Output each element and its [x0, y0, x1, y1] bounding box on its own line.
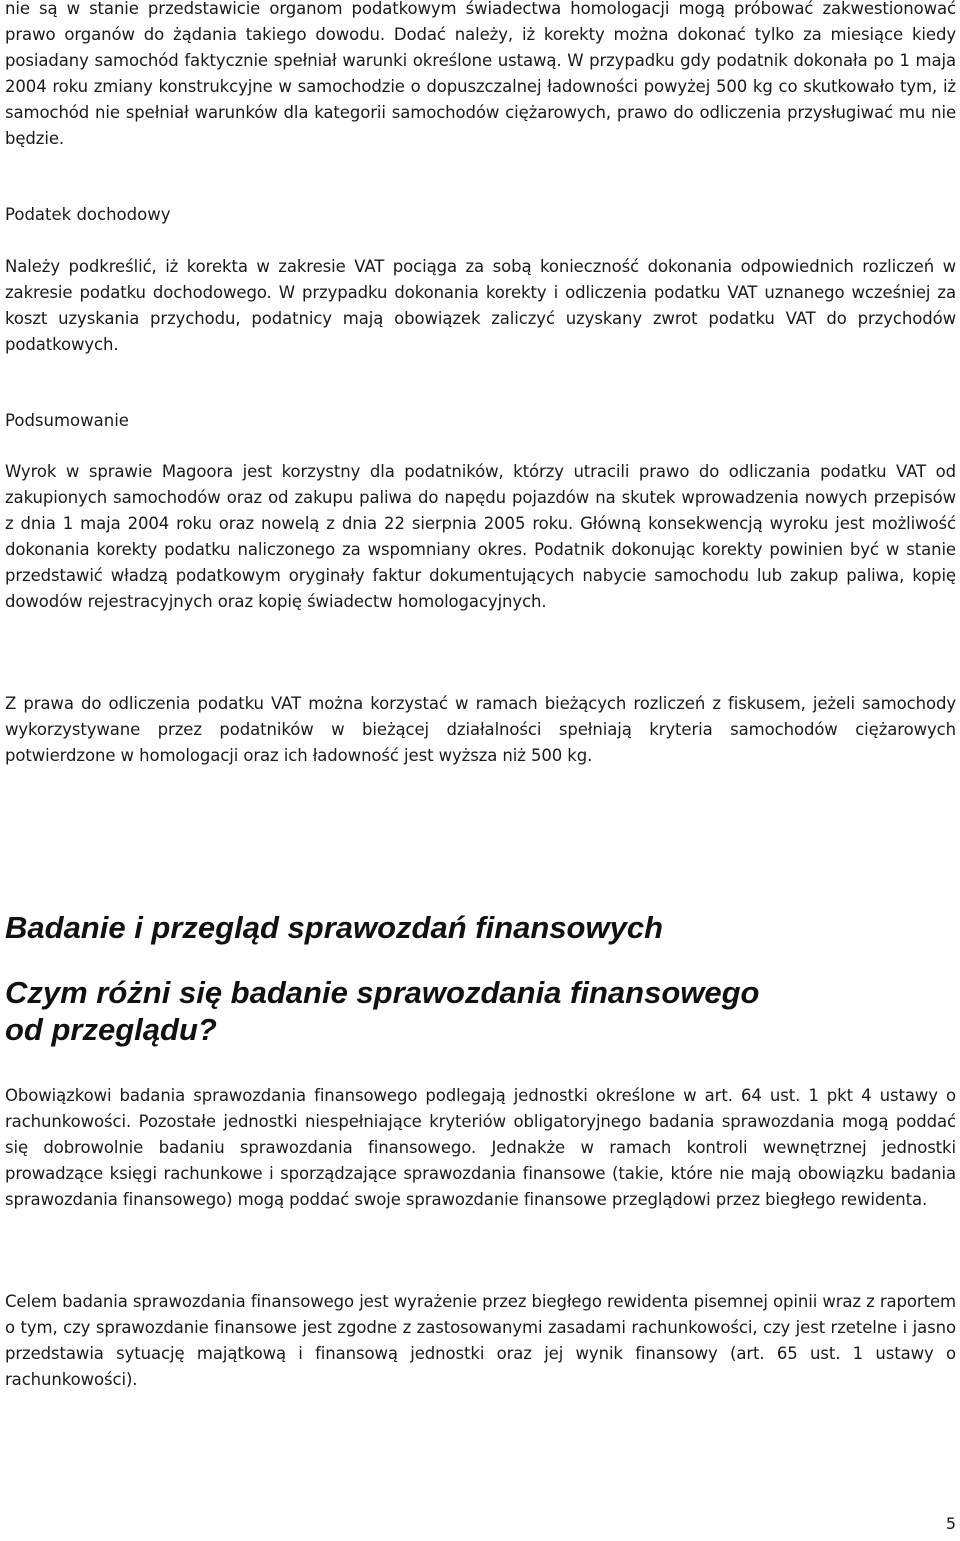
page-number: 5: [945, 1514, 956, 1533]
paragraph-mandatory-audit: Obowiązkowi badania sprawozdania finansowego podlegają jednostki określone w art. 64 ust. 1 pkt 4 ustawy o rachunkowości. Pozostałe jednostki niespełniające kryteriów obligatoryjnego badania sprawozdania mogą poddać się dobrowolnie badaniu sprawozdania finansowego. Jednakże w ramach kontroli wewnętrznej jednostki prowadzące księgi rachunkowe i sporządzające sprawozdania finansowe (takie, które nie mają obowiązku badania sprawozdania finansowego) mogą poddać swoje sprawozdanie finansowe przeglądowi przez biegłego rewidenta.: [5, 1086, 956, 1209]
heading-sub-line-2: od przeglądu?: [5, 1012, 217, 1047]
paragraph-income-tax: Należy podkreślić, iż korekta w zakresie VAT pociąga za sobą konieczność dokonania odpowiednich rozliczeń w zakresie podatku dochodowego. W przypadku dokonania korekty i odliczenia podatku VAT uznanego wcześniej za koszt uzyskania przychodu, podatnicy mają obowiązek zaliczyć uzyskany zwrot podatku VAT do przychodów podatkowych.: [5, 257, 956, 354]
section-title-income-tax: Podatek dochodowy: [5, 205, 171, 224]
paragraph-summary-1: Wyrok w sprawie Magoora jest korzystny dla podatników, którzy utracili prawo do odliczania podatku VAT od zakupionych samochodów oraz od zakupu paliwa do napędu pojazdów na skutek wprowadzenia nowych przepisów z dnia 1 maja 2004 roku oraz nowelą z dnia 22 sierpnia 2005 roku. Główną konsekwencją wyroku jest możliwość dokonania korekty podatku naliczonego za wspomniany okres. Podatnik dokonując korekty powinien być w stanie przedstawić władzą podatkowym oryginały faktur dokumentujących nabycie samochodu lub zakup paliwa, kopię dowodów rejestracyjnych oraz kopię świadectw homologacyjnych.: [5, 462, 956, 611]
heading-sub-line-1: Czym różni się badanie sprawozdania finansowego: [5, 975, 760, 1010]
section-title-summary: Podsumowanie: [5, 411, 129, 430]
heading-sub: [5, 974, 956, 1048]
paragraph-intro: nie są w stanie przedstawicie organom podatkowym świadectwa homologacji mogą próbować zakwestionować prawo organów do żądania takiego dowodu. Dodać należy, iż korekty można dokonać tylko za miesiące kiedy posiadany samochód faktycznie spełniał warunki określone ustawą. W przypadku gdy podatnik dokonała po 1 maja 2004 roku zmiany konstrukcyjne w samochodzie o dopuszczalnej ładowności powyżej 500 kg co skutkowało tym, iż samochód nie spełniał warunków dla kategorii samochodów ciężarowych, prawo do odliczenia przysługiwać mu nie będzie.: [5, 0, 956, 148]
heading-main: Badanie i przegląd sprawozdań finansowych: [5, 910, 664, 945]
paragraph-summary-2: Z prawa do odliczenia podatku VAT można korzystać w ramach bieżących rozliczeń z fiskusem, jeżeli samochody wykorzystywane przez podatników w bieżącej działalności spełniają kryteria samochodów ciężarowych potwierdzone w homologacji oraz ich ładowność jest wyższa niż 500 kg.: [5, 694, 956, 765]
paragraph-audit-purpose: Celem badania sprawozdania finansowego jest wyrażenie przez biegłego rewidenta pisemnej opinii wraz z raportem o tym, czy sprawozdanie finansowe jest zgodne z zastosowanymi zasadami rachunkowości, czy jest rzetelne i jasno przedstawia sytuację majątkową i finansową jednostki oraz jej wynik finansowy (art. 65 ust. 1 ustawy o rachunkowości).: [5, 1292, 956, 1389]
